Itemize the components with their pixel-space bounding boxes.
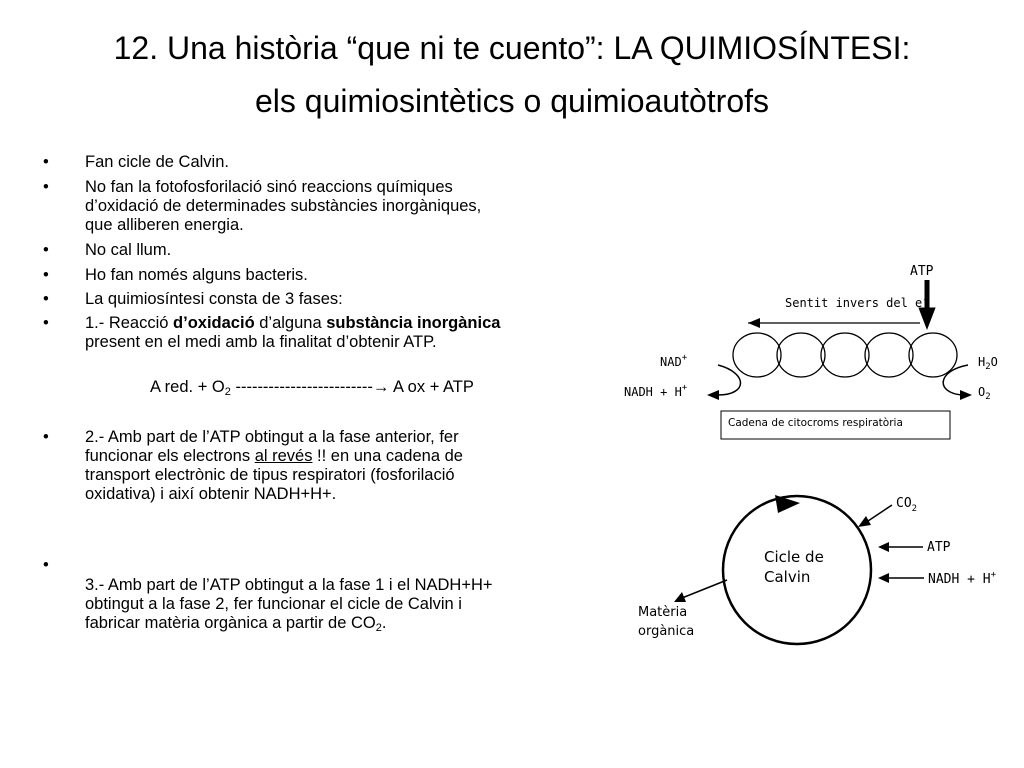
cytochrome-4 (865, 333, 913, 377)
arrow-icon (858, 516, 871, 527)
chain-caption: Cadena de citocroms respiratòria (728, 417, 903, 429)
nadh-label: NADH + H+ (928, 570, 997, 587)
co2-label: $CO_2$ (896, 496, 918, 514)
bullet-dot: • (43, 314, 49, 332)
arrow-left-icon (878, 542, 889, 552)
bullet-item: • La quimiosíntesi consta de 3 fases: (43, 290, 343, 308)
h2o-label: $H_2O$ (978, 355, 998, 372)
atp-label: ATP (910, 264, 934, 279)
calvin-cycle-diagram (620, 485, 1024, 655)
bullet-item: • 1.- Reacció d’oxidació d’alguna substància inorgànica present en el medi amb la finalitat d’obtenir ATP. (43, 314, 501, 351)
reaction-equation: A red. + $O_2$ -------------------------→ A ox + ATP (150, 378, 474, 398)
arrow-left-icon (878, 573, 889, 583)
arrow-left-icon (748, 318, 760, 328)
bullet-item: • 2.- Amb part de l’ATP obtingut a la fase anterior, fer funcionar els electrons al revés !! en una cadena de transport electrònic de tipus respiratori (fosforilació oxidativa) i així obtenir NADH+H+. (43, 428, 463, 503)
co2-input-arrow (865, 505, 892, 523)
nad-label: NAD+ (660, 353, 688, 369)
cytochrome-2 (777, 333, 825, 377)
electron-chain-diagram (600, 255, 1024, 445)
arrow-right-icon: → (372, 378, 390, 396)
atp-label: ATP (927, 540, 951, 555)
bullet-item: 3.- Amb part de l’ATP obtingut a la fase 1 i el NADH+H+ obtingut a la fase 2, fer funcionar el cicle de Calvin i fabricar matèria orgànica a partir de $CO_2$. (85, 576, 493, 634)
title-line-1: 12. Una història “que ni te cuento”: LA QUIMIOSÍNTESI: (113, 30, 911, 66)
bullet-dot: • (43, 153, 49, 171)
bullet-item: • No cal llum. (43, 241, 172, 259)
bullet-dot: • (43, 428, 49, 446)
slide-title (0, 22, 1024, 128)
bullet-item: • Ho fan només alguns bacteris. (43, 266, 308, 284)
arrow-left-icon (707, 390, 719, 400)
organic-matter-label: Matèria orgànica (638, 605, 695, 639)
cytochrome-3 (821, 333, 869, 377)
nadh-label: NADH + H+ (624, 383, 688, 399)
nad-conversion-arrow (718, 365, 741, 395)
arrow-right-icon (960, 390, 972, 400)
o2-label: $O_2$ (978, 385, 991, 402)
organic-matter-output-arrow (682, 580, 727, 598)
bullet-dot: • (43, 178, 49, 196)
bullet-item: • No fan la fotofosforilació sinó reaccions químiques d’oxidació de determinades substàncies inorgàniques, que alliberen energia. (43, 178, 482, 234)
bullet-item: • Fan cicle de Calvin. (43, 153, 229, 171)
bullet-dot: • (43, 556, 49, 574)
reverse-direction-label: Sentit invers del e- (785, 295, 928, 310)
bullet-dot: • (43, 290, 49, 308)
bullet-dot: • (43, 241, 49, 259)
calvin-cycle-label: Cicle de Calvin (764, 548, 824, 586)
water-oxidation-arrow (943, 365, 968, 395)
cytochrome-1 (733, 333, 781, 377)
title-line-2: els quimiosintètics o quimioautòtrofs (254, 83, 769, 119)
cytochrome-5 (909, 333, 957, 377)
bullet-dot: • (43, 266, 49, 284)
cytochrome-chain (733, 333, 957, 377)
